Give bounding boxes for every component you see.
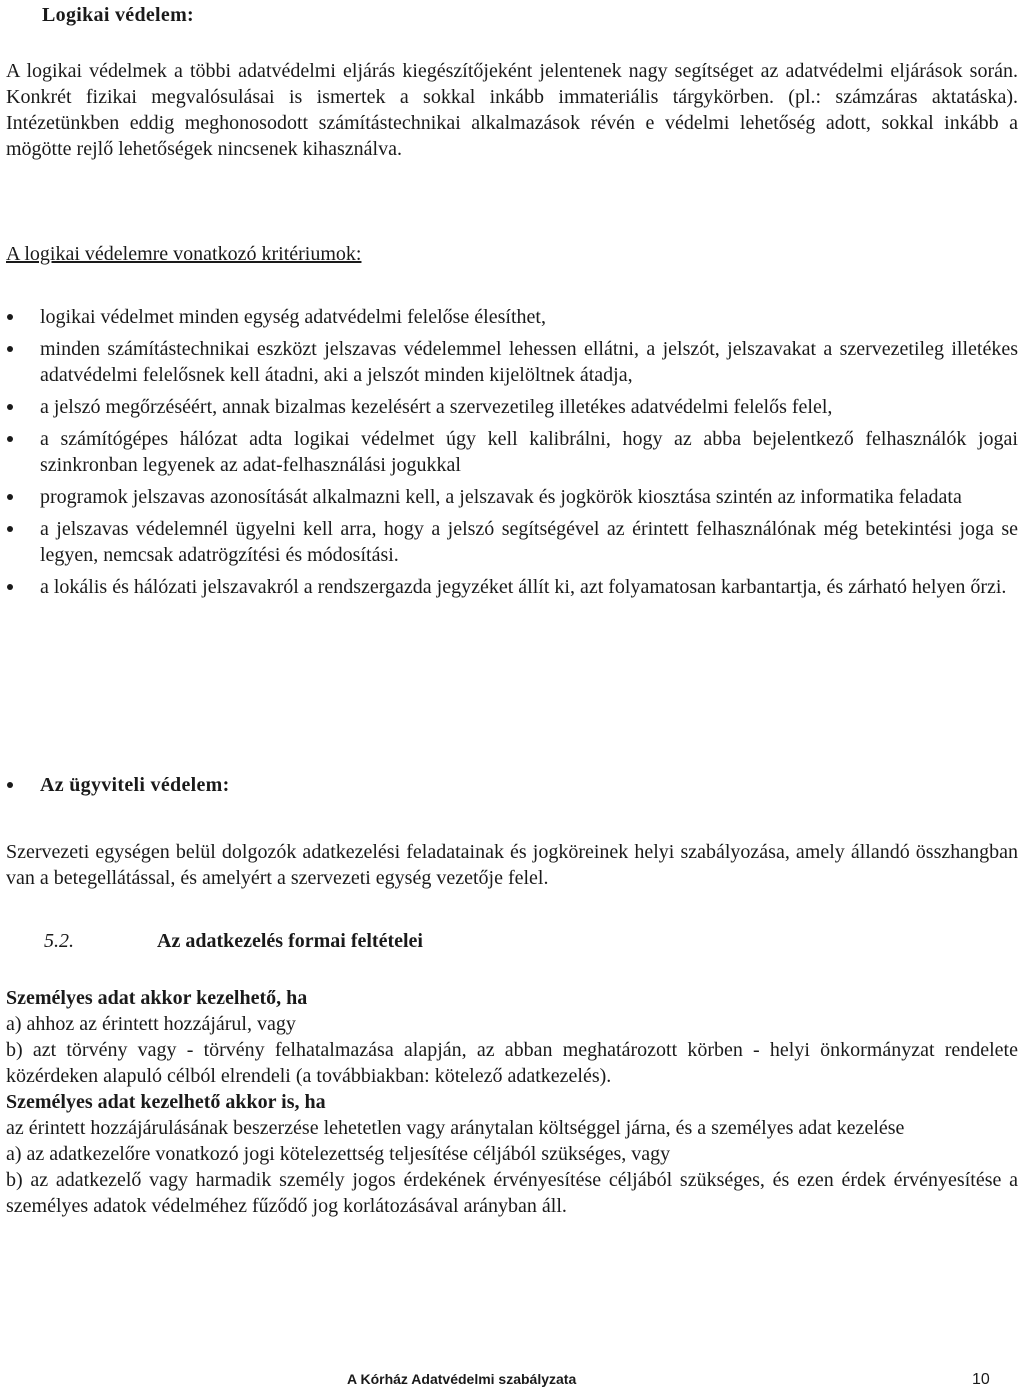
bullet-icon xyxy=(7,314,13,320)
list-item xyxy=(0,484,1024,510)
criteria-text: minden számítástechnikai eszközt jelszavas védelemmel lehessen ellátni, a jelszót, jelszavakat a szervezetileg illetékes adatvédelmi felelősnek kell átadni, aki a jelszót minden kijelöltnek átadja, xyxy=(40,338,1018,386)
condition-intro: az érintett hozzájárulásának beszerzése lehetetlen vagy aránytalan költséggel járna, és a személyes adat kezelése xyxy=(6,1117,905,1139)
list-item xyxy=(0,426,1024,478)
section-number: 5.2. xyxy=(44,930,74,952)
bullet-icon xyxy=(7,782,13,788)
bullet-icon xyxy=(7,346,13,352)
criteria-list xyxy=(0,304,1024,606)
condition-item: b) az adatkezelő vagy harmadik személy jogos érdekének érvényesítése céljából szükséges, és ezen érdek érvényesítése a személyes adatok védelméhez fűződő jog korlátozásával arányban áll. xyxy=(6,1169,1018,1217)
bullet-icon xyxy=(7,584,13,590)
condition-item: b) azt törvény vagy - törvény felhatalmazása alapján, az abban meghatározott körben - helyi önkormányzat rendelete közérdeken alapuló célból elrendeli (a továbbiakban: kötelező adatkezelés). xyxy=(6,1039,1018,1087)
conditions-block xyxy=(6,985,1018,1219)
intro-paragraph: A logikai védelmek a többi adatvédelmi eljárás kiegészítőjeként jelentenek nagy segítséget az adatvédelmi eljárások során. Konkrét fizikai megvalósulásai is ismertek a sokkal inkább immateriális tárgykörben. (pl.: számzáras aktatáska). Intézetünkben eddig meghonosodott számítástechnikai alkalmazások révén e védelmi lehetőség adott, sokkal inkább a mögötte rejlő lehetőségek nincsenek kihasználva. xyxy=(6,60,1018,160)
criteria-title: A logikai védelemre vonatkozó kritériumok: xyxy=(6,243,362,265)
bullet-icon xyxy=(7,526,13,532)
condition-item: a) ahhoz az érintett hozzájárul, vagy xyxy=(6,1013,296,1035)
condition-heading: Személyes adat akkor kezelhető, ha xyxy=(6,987,308,1009)
bullet-icon xyxy=(7,494,13,500)
criteria-text: logikai védelmet minden egység adatvédelmi felelőse élesíthet, xyxy=(40,306,546,328)
list-item xyxy=(0,574,1024,600)
list-item xyxy=(0,394,1024,420)
business-paragraph: Szervezeti egységen belül dolgozók adatkezelési feladatainak és jogköreinek helyi szabályozása, amely állandó összhangban van a betegellátással, és amelyért a szervezeti egység vezetője felel. xyxy=(6,841,1018,889)
list-item xyxy=(0,516,1024,568)
bullet-icon xyxy=(7,404,13,410)
bullet-icon xyxy=(7,436,13,442)
criteria-text: a jelszó megőrzéséért, annak bizalmas kezelésért a szervezetileg illetékes adatvédelmi felelős felel, xyxy=(40,396,833,418)
criteria-text: a jelszavas védelemnél ügyelni kell arra, hogy a jelszó segítségével az érintett felhasználónak még betekintési joga se legyen, nemcsak adatrögzítési és módosítási. xyxy=(40,518,1018,566)
footer-title: A Kórház Adatvédelmi szabályzata xyxy=(347,1371,577,1387)
page-number: 10 xyxy=(972,1371,990,1388)
business-protection-heading: Az ügyviteli védelem: xyxy=(40,774,230,796)
condition-item: a) az adatkezelőre vonatkozó jogi kötelezettség teljesítése céljából szükséges, vagy xyxy=(6,1143,671,1165)
criteria-text: a lokális és hálózati jelszavakról a rendszergazda jegyzéket állít ki, azt folyamatosan karbantartja, és zárható helyen őrzi. xyxy=(40,576,1007,598)
logical-protection-heading: Logikai védelem: xyxy=(42,4,195,26)
list-item xyxy=(0,304,1024,330)
criteria-text: a számítógépes hálózat adta logikai védelmet úgy kell kalibrálni, hogy az abba bejelentkező felhasználók jogai szinkronban legyenek az adat-felhasználási jogukkal xyxy=(40,428,1018,476)
criteria-text: programok jelszavas azonosítását alkalmazni kell, a jelszavak és jogkörök kiosztása szintén az informatika feladata xyxy=(40,486,962,508)
section-title: Az adatkezelés formai feltételei xyxy=(157,930,423,952)
condition-heading: Személyes adat kezelhető akkor is, ha xyxy=(6,1091,326,1113)
list-item xyxy=(0,336,1024,388)
